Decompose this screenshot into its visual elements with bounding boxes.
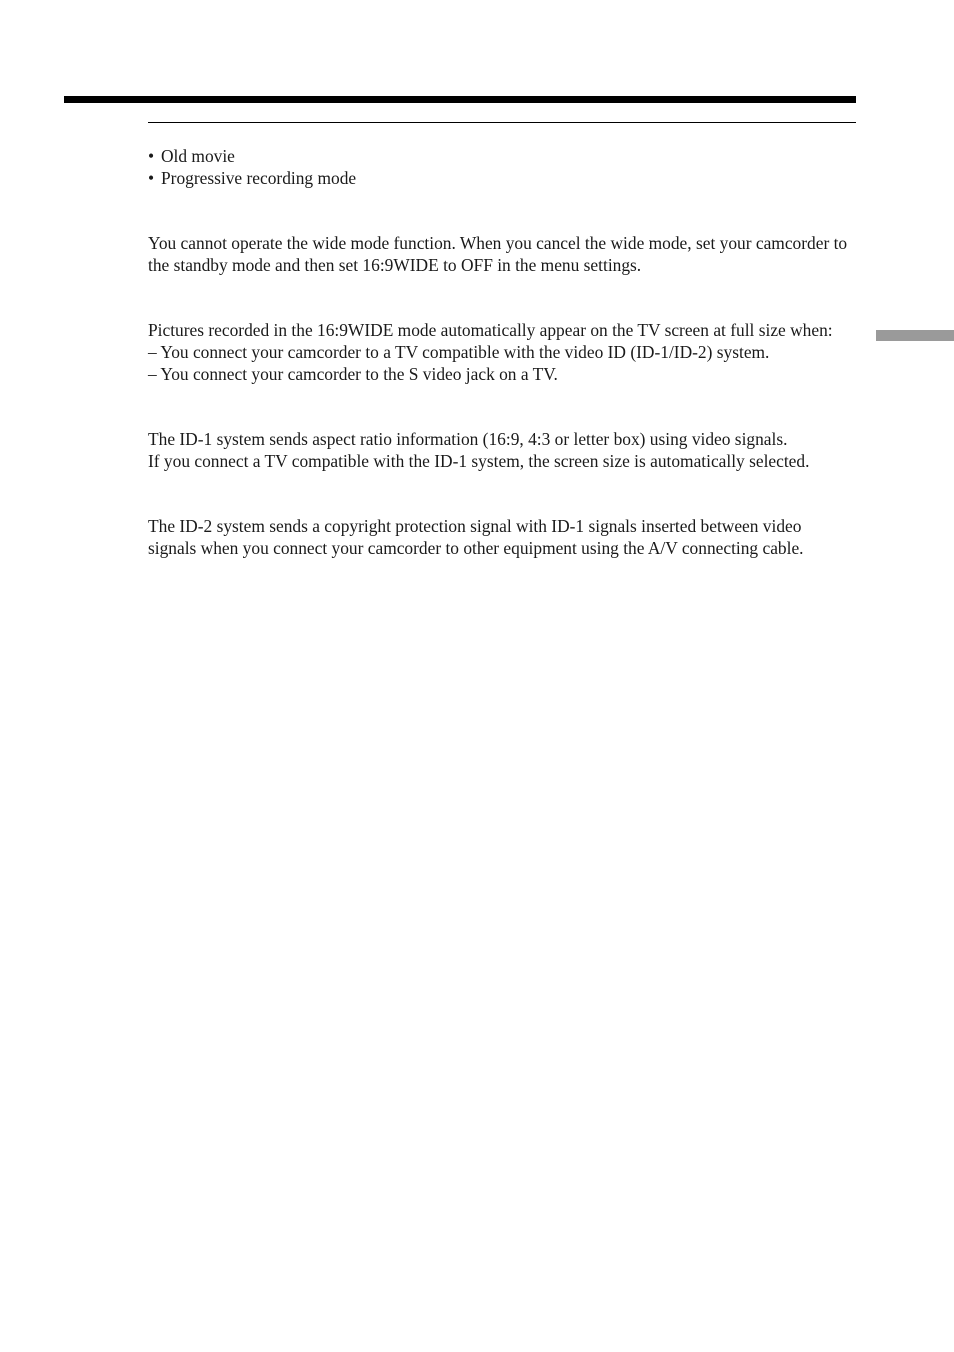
paragraph-id1-auto: If you connect a TV compatible with the ID-1 system, the screen size is automatically selected.	[148, 450, 810, 471]
section-index-tab	[876, 330, 954, 341]
page-content	[148, 146, 854, 560]
bullet-text: Old movie	[161, 146, 235, 166]
full-size-item: – You connect your camcorder to a TV compatible with the video ID (ID-1/ID-2) system.	[148, 341, 770, 362]
mode-bullet-list	[148, 146, 854, 189]
bullet-dot-icon: •	[148, 146, 155, 166]
bullet-dot-icon: •	[148, 167, 155, 188]
paragraph-full-size-intro: Pictures recorded in the 16:9WIDE mode automatically appear on the TV screen at full size when:	[148, 320, 833, 341]
paragraph-id2-info: The ID-2 system sends a copyright protection signal with ID-1 signals inserted between video signals when you connect your camcorder to other equipment using the A/V connecting cable.	[148, 516, 804, 558]
bullet-text: Progressive recording mode	[161, 167, 357, 188]
header-thick-rule	[64, 96, 856, 103]
paragraph-wide-mode: You cannot operate the wide mode function. When you cancel the wide mode, set your camcorder to the standby mode and then set 16:9WIDE to OFF in the menu settings.	[148, 233, 848, 275]
full-size-item: – You connect your camcorder to the S video jack on a TV.	[148, 363, 558, 384]
bullet-item	[148, 146, 854, 168]
header-thin-rule	[148, 122, 856, 123]
paragraph-id1-info: The ID-1 system sends aspect ratio information (16:9, 4:3 or letter box) using video signals.	[148, 429, 788, 450]
bullet-item	[148, 168, 854, 190]
